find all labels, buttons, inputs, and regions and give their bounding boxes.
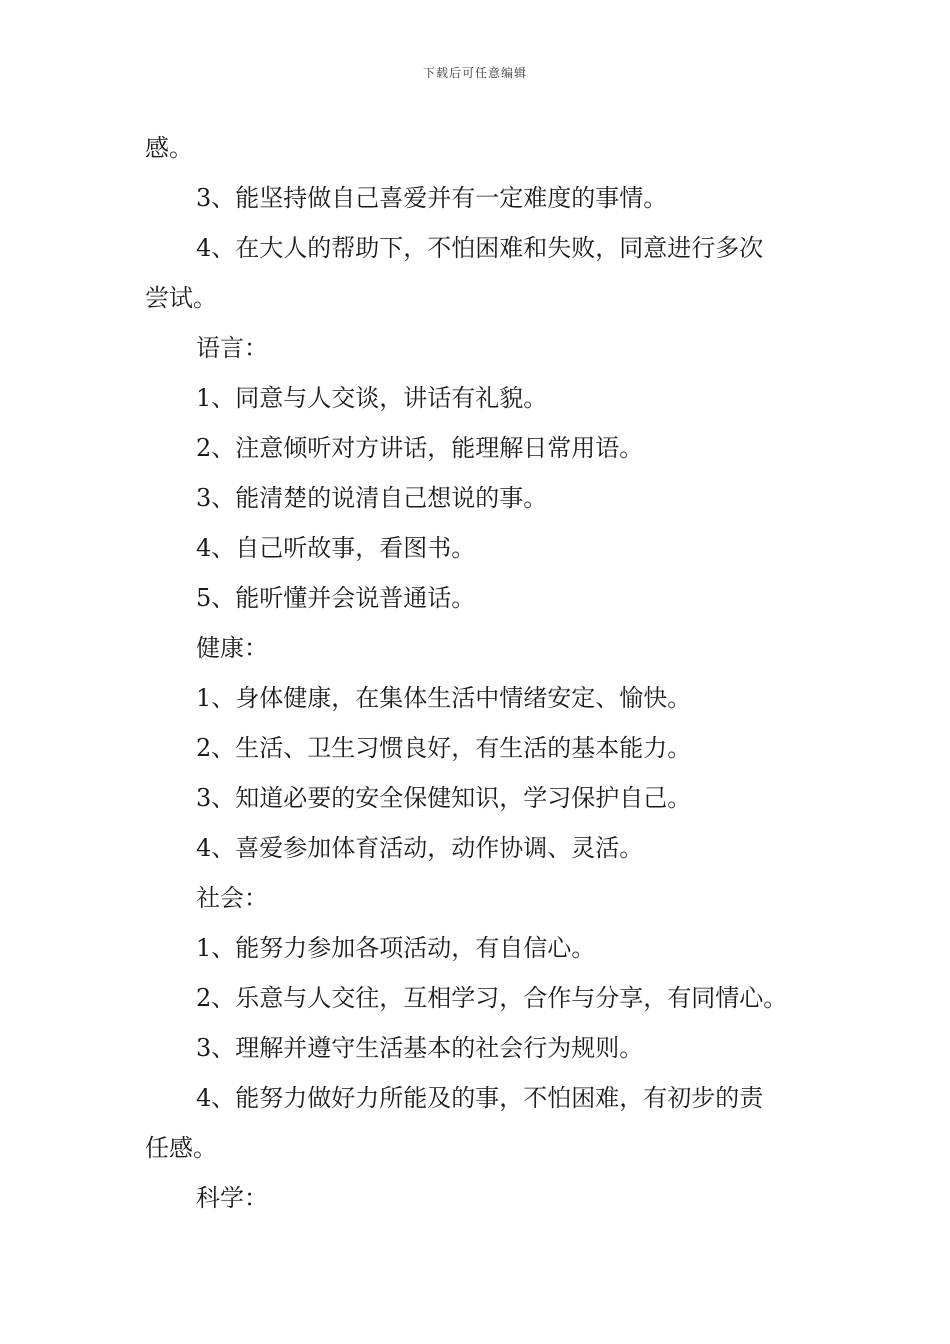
- section-heading-science: 科学：: [196, 1184, 268, 1212]
- text-line: 2、注意倾听对方讲话，能理解日常用语。: [196, 434, 644, 462]
- text-line: 3、能坚持做自己喜爱并有一定难度的事情。: [196, 184, 668, 212]
- text-line: 4、喜爱参加体育活动，动作协调、灵活。: [196, 834, 644, 862]
- section-heading-society: 社会：: [196, 884, 268, 912]
- page-header: 下载后可任意编辑: [422, 66, 527, 80]
- text-line: 4、自己听故事，看图书。: [196, 534, 476, 562]
- text-line: 2、乐意与人交往，互相学习，合作与分享，有同情心。: [196, 984, 788, 1012]
- text-line: 5、能听懂并会说普通话。: [196, 584, 476, 612]
- text-line: 4、能努力做好力所能及的事，不怕困难，有初步的责: [196, 1084, 764, 1112]
- text-line: 感。: [145, 134, 193, 162]
- text-line: 3、能清楚的说清自己想说的事。: [196, 484, 548, 512]
- text-line: 3、理解并遵守生活基本的社会行为规则。: [196, 1034, 644, 1062]
- text-line: 尝试。: [145, 284, 217, 312]
- text-line: 1、能努力参加各项活动，有自信心。: [196, 934, 596, 962]
- text-line: 1、同意与人交谈，讲话有礼貌。: [196, 384, 548, 412]
- text-line: 3、知道必要的安全保健知识，学习保护自己。: [196, 784, 692, 812]
- text-line: 4、在大人的帮助下，不怕困难和失败，同意进行多次: [196, 234, 764, 262]
- text-line: 任感。: [145, 1134, 217, 1162]
- text-line: 1、身体健康，在集体生活中情绪安定、愉快。: [196, 684, 692, 712]
- text-line: 2、生活、卫生习惯良好，有生活的基本能力。: [196, 734, 692, 762]
- document-body: [145, 128, 813, 1228]
- section-heading-language: 语言：: [196, 334, 268, 362]
- section-heading-health: 健康：: [196, 634, 268, 662]
